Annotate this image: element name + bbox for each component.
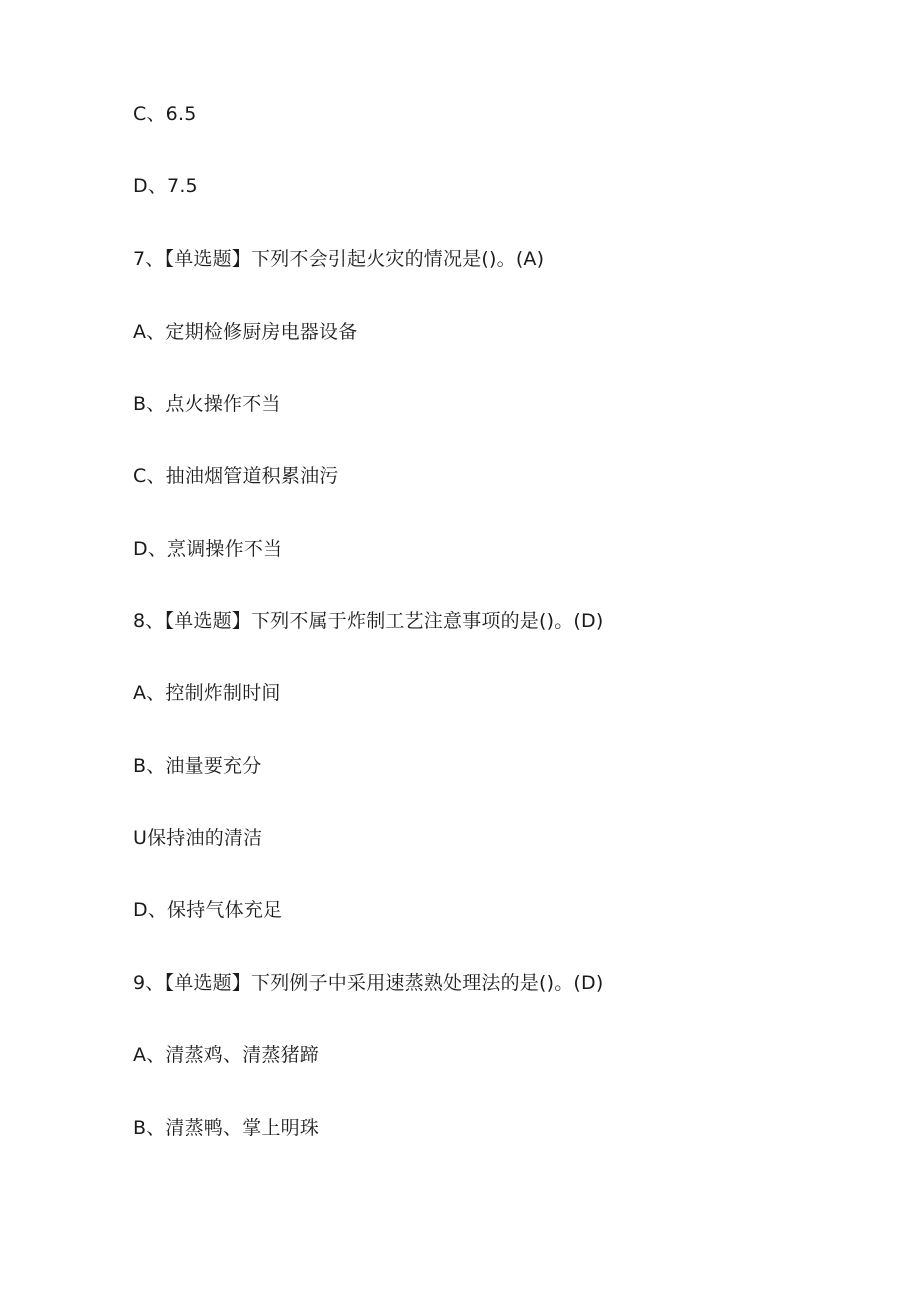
option-c-q6: C、6.5 [133, 103, 197, 125]
option-c-q7: C、抽油烟管道积累油污 [133, 465, 339, 487]
option-a-q7: A、定期检修厨房电器设备 [133, 321, 358, 343]
option-d-q8: D、保持气体充足 [133, 899, 283, 921]
option-b-q9: B、清蒸鸭、掌上明珠 [133, 1117, 320, 1139]
option-a-q8: A、控制炸制时间 [133, 682, 281, 704]
question-8: 8、【单选题】下列不属于炸制工艺注意事项的是()。(D) [133, 610, 604, 632]
option-c-q8: U保持油的清洁 [133, 827, 263, 849]
option-b-q8: B、油量要充分 [133, 755, 262, 777]
question-9: 9、【单选题】下列例子中采用速蒸熟处理法的是()。(D) [133, 972, 604, 994]
option-a-q9: A、清蒸鸡、清蒸猪蹄 [133, 1044, 319, 1066]
option-d-q7: D、烹调操作不当 [133, 538, 283, 560]
question-7: 7、【单选题】下列不会引起火灾的情况是()。(A) [133, 248, 545, 270]
option-d-q6: D、7.5 [133, 175, 198, 197]
option-b-q7: B、点火操作不当 [133, 393, 281, 415]
